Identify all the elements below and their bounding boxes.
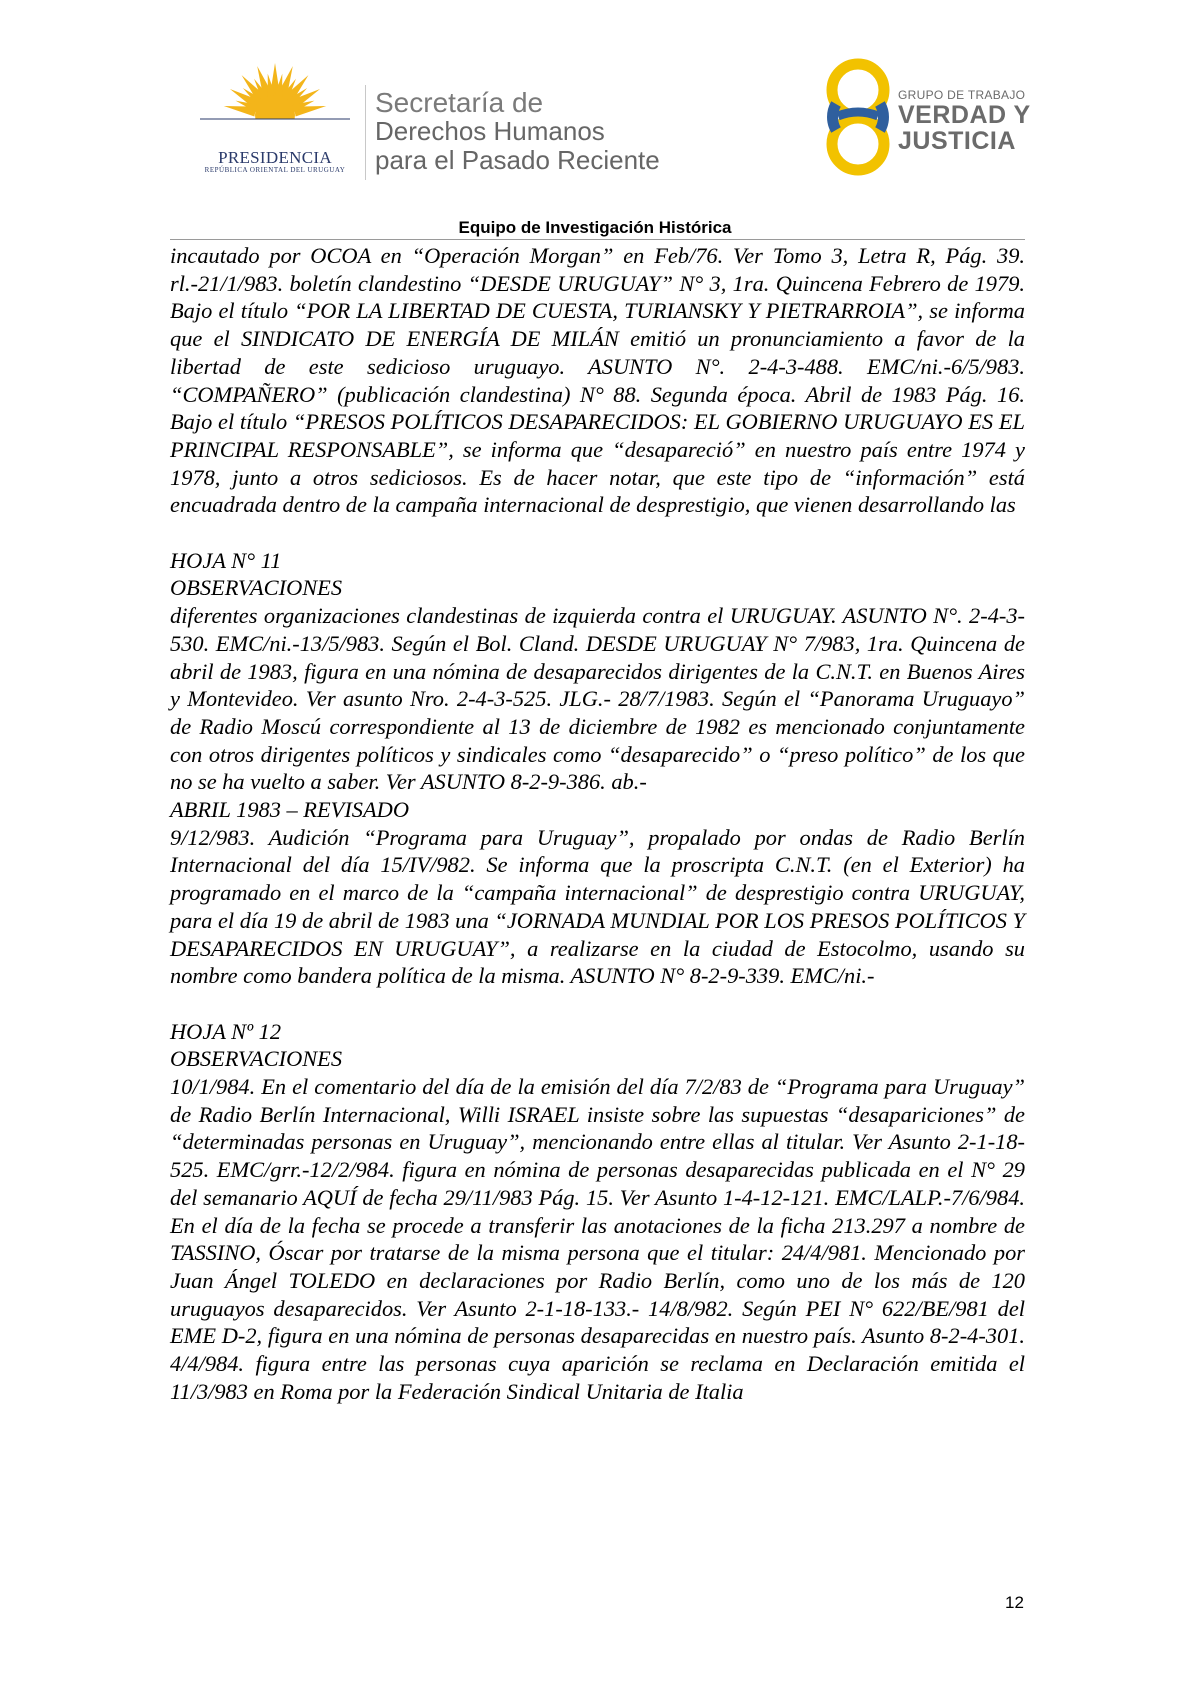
document-body [170, 242, 1025, 1406]
team-title: Equipo de Investigación Histórica [458, 218, 732, 237]
spacer [170, 990, 1025, 1018]
paragraph-2: diferentes organizaciones clandestinas de izquierda contra el URUGUAY. ASUNTO N°. 2-4-3-530. EMC/ni.-13/5/983. Según el Bol. Cland. DESDE URUGUAY N° 7/983, 1ra. Quincena de abril de 1983, figura en una nómina de desaparecidos dirigentes de la C.N.T. en Buenos Aires y Montevideo. Ver asunto Nro. 2-4-3-525. JLG.- 28/7/1983. Según el “Panorama Uruguayo” de Radio Moscú correspondiente al 13 de diciembre de 1982 es mencionado conjuntamente con otros dirigentes políticos y sindicales como “desaparecido” o “preso político” de los que no se ha vuelto a saber. Ver ASUNTO 8-2-9-386. ab.- [170, 603, 1025, 795]
paragraph-4: 10/1/984. En el comentario del día de la emisión del día 7/2/83 de “Programa para Uruguay” de Radio Berlín Internacional, Willi ISRAEL insiste sobre las supuestas “desapariciones” de “determinadas personas en Uruguay”, mencionando entre ellas al titular. Ver Asunto 2-1-18-525. EMC/grr.-12/2/984. figura en nómina de personas desaparecidas publicada en el N° 29 del semanario AQUÍ de fecha 29/11/983 Pág. 15. Ver Asunto 1-4-12-121. EMC/LALP.-7/6/984. En el día de la fecha se procede a transferir las anotaciones de la ficha 213.297 a nombre de TASSINO, Óscar por tratarse de la misma persona que el titular: 24/4/981. Mencionado por Juan Ángel TOLEDO en declaraciones por Radio Berlín, como uno de los más de 120 uruguayos desaparecidos. Ver Asunto 2-1-18-133.- 14/8/982. Según PEI N° 622/BE/981 del EME D-2, figura en una nómina de personas desaparecidas en nuestro país. Asunto 8-2-4-301. 4/4/984. figura entre las personas cuya aparición se reclama en Declaración emitida el 11/3/983 en Roma por la Federación Sindical Unitaria de Italia [170, 1074, 1025, 1404]
grupo-line2: VERDAD Y [898, 101, 1031, 129]
secretaria-line2: Derechos Humanos [375, 116, 605, 146]
observaciones-heading-11: OBSERVACIONES [170, 575, 343, 601]
verdad-justicia-rings-logo [818, 56, 908, 180]
header-divider [365, 85, 366, 180]
paragraph-1: incautado por OCOA en “Operación Morgan” en Feb/76. Ver Tomo 3, Letra R, Pág. 39. rl.-21/1/983. boletín clandestino “DESDE URUGUAY” N° 3, 1ra. Quincena Febrero de 1979. Bajo el título “POR LA LIBERTAD DE CUESTA, TURIANSKY Y PIETRARROIA”, se informa que el SINDICATO DE ENERGÍA DE MILÁN emitió un pronunciamiento a favor de la libertad de este sedicioso uruguayo. ASUNTO N°. 2-4-3-488. EMC/ni.-6/5/983. “COMPAÑERO” (publicación clandestina) N° 88. Segunda época. Abril de 1983 Pág. 16. Bajo el título “PRESOS POLÍTICOS DESAPARECIDOS: EL GOBIERNO URUGUAYO ES EL PRINCIPAL RESPONSABLE”, se informa que “desapareció” en nuestro país entre 1974 y 1978, junto a otros sediciosos. Es de hacer notar, que este tipo de “información” está encuadrada dentro de la campaña internacional de desprestigio, que vienen desarrollando las [170, 243, 1025, 518]
grupo-line3: JUSTICIA [898, 127, 1016, 155]
header-rule [170, 239, 1025, 240]
presidencia-label: PRESIDENCIA [218, 148, 332, 167]
presidencia-subtitle: REPÚBLICA ORIENTAL DEL URUGUAY [204, 166, 346, 174]
revisado-line: ABRIL 1983 – REVISADO [170, 797, 410, 823]
observaciones-heading-12: OBSERVACIONES [170, 1046, 343, 1072]
grupo-line1: GRUPO DE TRABAJO [898, 88, 1026, 102]
sheet-heading-11: HOJA N° 11 [170, 547, 282, 573]
spacer [170, 519, 1025, 547]
secretaria-line1: Secretaría de [375, 87, 544, 118]
paragraph-3: 9/12/983. Audición “Programa para Uruguay”, propalado por ondas de Radio Berlín Internacional del día 15/IV/982. Se informa que la proscripta C.N.T. (en el Exterior) ha programado en el marco de la “campaña internacional” de desprestigio contra URUGUAY, para el día 19 de abril de 1983 una “JORNADA MUNDIAL POR LOS PRESOS POLÍTICOS Y DESAPARECIDOS EN URUGUAY”, a realizarse en la ciudad de Estocolmo, usando su nombre como bandera política de la misma. ASUNTO N° 8-2-9-339. EMC/ni.- [170, 824, 1025, 989]
sheet-heading-12: HOJA Nº 12 [170, 1018, 282, 1044]
secretaria-title [375, 88, 660, 175]
page-number: 12 [1005, 1593, 1024, 1612]
secretaria-line3: para el Pasado Reciente [375, 145, 660, 175]
grupo-trabajo-text [898, 88, 1031, 154]
